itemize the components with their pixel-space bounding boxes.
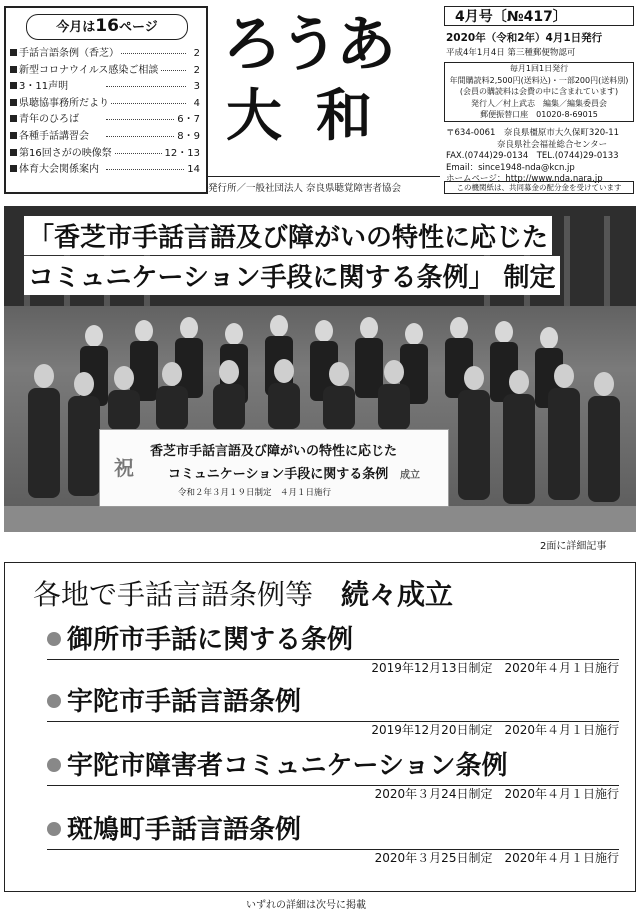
toc-item-page: 2 [192,63,200,79]
ordinances-heading-emphasis: 続々成立 [341,578,454,611]
contact-address [446,128,634,186]
square-bullet-icon [10,66,17,73]
celebration-banner [99,429,449,507]
toc-item-page: 2 [192,46,200,62]
address-line: 奈良県社会福祉総合センター [446,139,608,150]
toc-item-label: 各種手話講習会 [19,130,89,142]
ordinance-dates: 2019年12月13日制定 2020年４月１日施行 [371,661,619,675]
info-line: (会員の購読料は会費の中に含まれています) [459,87,619,96]
info-line: 年間購読料2,500円(送料込)・一部200円(送料別) [449,75,629,85]
toc-item-page: 14 [185,162,200,178]
ordinance-dates: 2020年３月24日制定 2020年４月１日施行 [374,787,619,801]
toc-title [26,14,188,40]
email-line[interactable]: Email：since1948-nda@kcn.jp [446,162,575,173]
ordinances-heading [33,573,453,613]
subscription-info [444,62,634,122]
ordinance-item [47,623,633,675]
ordinances-heading-text: 各地で手話言語条例等 [33,578,314,611]
square-bullet-icon [10,49,17,56]
toc-page-count: 16 [95,16,119,36]
square-bullet-icon [10,149,17,156]
headline-line1: 「香芝市手話言語及び障がいの特性に応じた [24,216,552,255]
square-bullet-icon [10,165,17,172]
ordinance-item [47,749,633,801]
banner-line1: 香芝市手話言語及び障がいの特性に応じた [150,444,398,459]
toc-item-label: 手話言語条例（香芝） [19,48,119,59]
publisher: 発行所／一般社団法人 奈良県聴覚障害者協会 [208,176,440,194]
toc-item[interactable] [6,129,206,146]
toc-item[interactable] [6,162,206,179]
newspaper-title-line2: 大和 [226,83,406,149]
toc-item-page: 6・7 [175,112,200,128]
square-bullet-icon [10,132,17,139]
issue-info [444,6,636,194]
bullet-icon [47,632,61,646]
ordinance-name: 斑鳩町手話言語条例 [67,815,302,845]
bullet-icon [47,694,61,708]
toc-item-label: 3・11声明 [19,81,69,93]
toc-item[interactable] [6,63,206,80]
toc-title-suffix: ページ [118,20,158,35]
bullet-icon [47,822,61,836]
ordinance-item [47,685,633,737]
toc-item[interactable] [6,112,206,129]
bullet-icon [47,758,61,772]
toc-item-page: 4 [192,96,200,112]
toc-item-page: 8・9 [175,129,200,145]
issue-date: 2020年（令和2年）4月1日発行 [446,32,603,44]
phone-fax-line: FAX.(0744)29-0134 TEL.(0744)29-0133 [446,151,619,161]
toc-item[interactable] [6,146,206,163]
ordinance-name: 御所市手話に関する条例 [67,625,354,655]
issue-number: 4月号〔№417〕 [444,6,634,26]
banner-iwai: 祝 [114,456,134,480]
toc-item[interactable] [6,96,206,113]
headline-line2 [24,256,560,295]
square-bullet-icon [10,82,17,89]
ordinance-dates: 2020年３月25日制定 2020年４月１日施行 [374,851,619,865]
toc-item[interactable] [6,46,206,63]
banner-line3: 令和２年３月１９日制定 ４月１日施行 [178,488,332,498]
toc-item-label: 県聴協事務所だより [19,97,109,109]
headline-photo [4,206,636,532]
square-bullet-icon [10,115,17,122]
toc-item-page: 3 [192,79,200,95]
headline-line2-text: コミュニケーション手段に関する条例」 [28,263,495,293]
toc-item[interactable] [6,79,206,96]
toc-title-prefix: 今月は [56,20,96,35]
postal-permit: 平成4年1月4日 第三種郵便物認可 [446,48,576,58]
footer-note: いずれの詳細は次号に掲載 [246,900,366,911]
table-of-contents [4,6,208,194]
info-line: 毎月1回1日発行 [509,64,569,73]
info-line: 郵便振替口座 01020-8-69015 [480,110,598,119]
address-line: 〒634-0061 奈良県橿原市大久保町320-11 [446,128,620,138]
ordinance-name: 宇陀市障害者コミュニケーション条例 [67,751,508,781]
toc-item-label: 新型コロナウイルス感染ご相談 [19,64,159,76]
ordinance-name: 宇陀市手話言語条例 [67,687,302,717]
banner-seiritsu: 成立 [400,470,420,481]
toc-item-label: 第16回さがの映像祭 [19,147,112,159]
info-line: 発行人／村上武志 編集／編集委員会 [471,98,607,108]
toc-list [6,46,206,179]
toc-item-page: 12・13 [163,146,200,162]
photo-caption: 2面に詳細記事 [540,541,607,552]
toc-item-label: 青年のひろば [19,114,79,126]
headline-suffix: 制定 [503,263,556,293]
funding-note: この機関紙は、共同募金の配分金を受けています [444,181,634,194]
ordinance-item [47,813,633,865]
banner-line2: コミュニケーション手段に関する条例 [168,467,389,482]
ordinance-dates: 2019年12月20日制定 2020年４月１日施行 [371,723,619,737]
toc-item-label: 体育大会関係案内 [19,164,99,176]
ordinances-box [4,562,636,892]
masthead [208,6,440,194]
square-bullet-icon [10,99,17,106]
homepage-line[interactable]: ホームページ：http://www.nda.nara.jp [446,174,603,184]
newspaper-title-line1: ろうあ [222,10,393,80]
